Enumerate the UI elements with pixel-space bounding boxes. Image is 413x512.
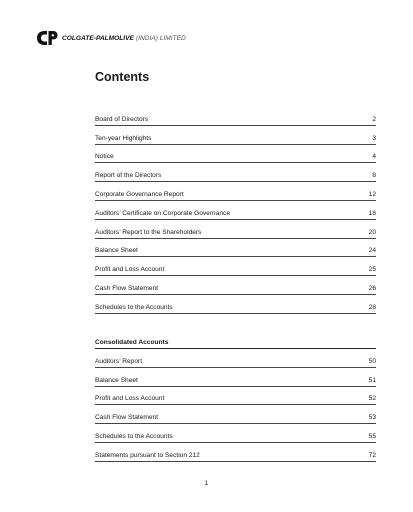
entry-page-number: 8 [372,172,376,180]
entry-page-number: 52 [368,395,376,403]
contents-entry[interactable] [95,295,376,314]
contents-list [95,107,376,314]
entry-title: Profit and Loss Account [95,266,165,274]
entry-title: Auditors’ Report [95,357,143,365]
page-title: Contents [95,70,150,84]
consolidated-list [95,349,376,462]
entry-page-number: 12 [368,190,376,198]
entry-title: Schedules to the Accounts [95,432,173,440]
entry-title: Board of Directors [95,115,149,123]
entry-title: Auditors’ Report to the Shareholders [95,228,202,236]
entry-page-number: 26 [368,284,376,292]
entry-page-number: 2 [372,115,376,123]
contents-entry[interactable] [95,145,376,164]
company-logo [36,29,186,47]
contents-entry[interactable] [95,257,376,276]
entry-page-number: 28 [368,303,376,311]
entry-title: Cash Flow Statement [95,414,159,422]
entry-title: Cash Flow Statement [95,284,159,292]
contents-entry[interactable] [95,424,376,443]
entry-page-number: 24 [368,247,376,255]
contents-entry[interactable] [95,443,376,462]
contents-entry[interactable] [95,182,376,201]
colgate-palmolive-cp-mark-icon [36,30,58,46]
contents-entry[interactable] [95,276,376,295]
entry-title: Notice [95,153,114,161]
contents-entry[interactable] [95,239,376,258]
entry-page-number: 72 [368,451,376,459]
entry-title: Statements pursuant to Section 212 [95,451,200,459]
contents-entry[interactable] [95,349,376,368]
entry-page-number: 51 [368,376,376,384]
entry-title: Ten-year Highlights [95,134,152,142]
contents-entry[interactable] [95,126,376,145]
consolidated-accounts-section [95,335,376,462]
brand-suffix: (INDIA) LIMITED [135,34,186,42]
page-number: 1 [204,480,209,487]
entry-title: Schedules to the Accounts [95,303,173,311]
entry-title: Auditors’ Certificate on Corporate Governance [95,209,230,217]
contents-entry[interactable] [95,387,376,406]
entry-page-number: 53 [368,414,376,422]
consolidated-heading: Consolidated Accounts [95,335,376,349]
contents-entry[interactable] [95,107,376,126]
entry-title: Balance Sheet [95,247,138,255]
entry-page-number: 55 [368,432,376,440]
contents-entry[interactable] [95,405,376,424]
entry-page-number: 4 [372,153,376,161]
entry-page-number: 50 [368,357,376,365]
contents-entry[interactable] [95,220,376,239]
entry-page-number: 20 [368,228,376,236]
contents-entry[interactable] [95,368,376,387]
entry-title: Balance Sheet [95,376,138,384]
entry-page-number: 18 [368,209,376,217]
entry-page-number: 25 [368,266,376,274]
entry-title: Corporate Governance Report [95,190,184,198]
brand-name: COLGATE-PALMOLIVE (INDIA) LIMITED [62,34,186,42]
entry-page-number: 3 [372,134,376,142]
entry-title: Report of the Directors [95,172,162,180]
contents-entry[interactable] [95,163,376,182]
entry-title: Profit and Loss Account [95,395,165,403]
contents-entry[interactable] [95,201,376,220]
